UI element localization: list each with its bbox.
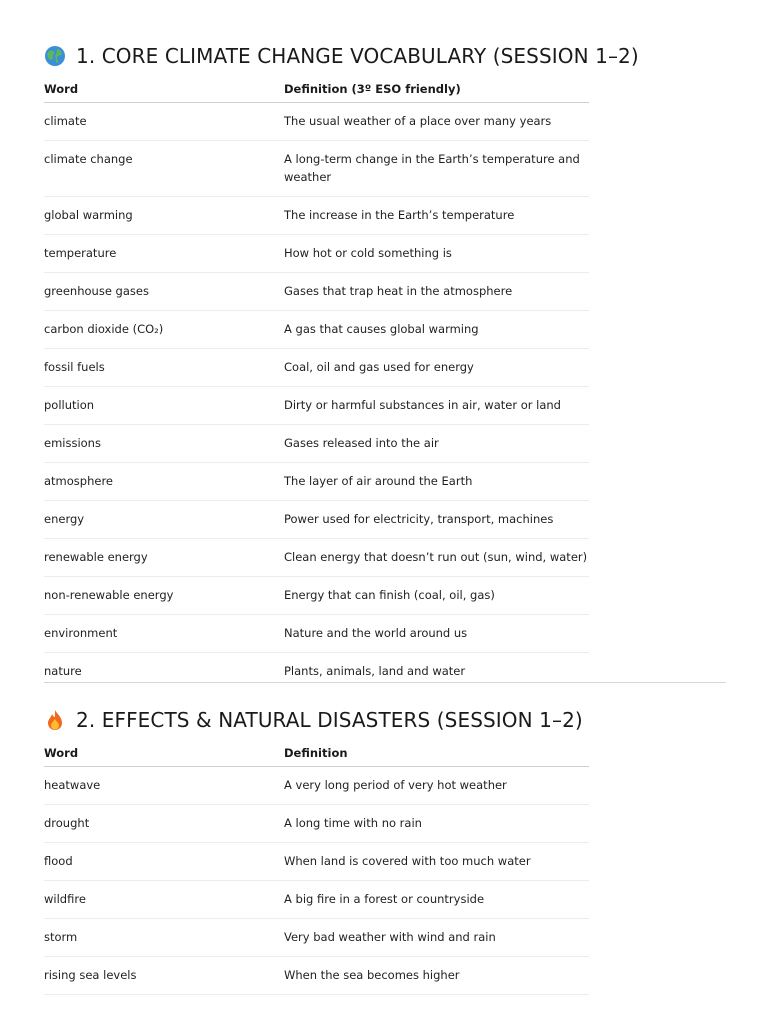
table-row [44,843,589,881]
table-row [44,577,589,615]
word-cell: climate [44,103,284,141]
column-header-definition: Definition (3º ESO friendly) [284,75,589,103]
vocabulary-table [44,75,589,690]
definition-cell: Dirty or harmful substances in air, water or land [284,387,589,425]
table-row [44,103,589,141]
word-cell: carbon dioxide (CO₂) [44,311,284,349]
word-cell: storm [44,919,284,957]
definition-cell: Nature and the world around us [284,615,589,653]
word-cell: renewable energy [44,539,284,577]
definition-cell: The increase in the Earth’s temperature [284,197,589,235]
column-header-definition: Definition [284,739,589,767]
definition-cell: When land is covered with too much water [284,843,589,881]
table-row [44,501,589,539]
definition-cell: Power used for electricity, transport, machines [284,501,589,539]
section-heading [44,702,589,738]
definition-cell: Gases released into the air [284,425,589,463]
word-cell: wildfire [44,881,284,919]
table-row [44,957,589,995]
word-cell: rising sea levels [44,957,284,995]
definition-cell: The layer of air around the Earth [284,463,589,501]
table-row [44,919,589,957]
definition-cell: A very long period of very hot weather [284,767,589,805]
table-row [44,197,589,235]
word-cell: greenhouse gases [44,273,284,311]
section-core-vocabulary [44,38,639,690]
word-cell: global warming [44,197,284,235]
table-row [44,387,589,425]
column-header-word: Word [44,75,284,103]
definition-cell: Energy that can finish (coal, oil, gas) [284,577,589,615]
table-row [44,349,589,387]
definition-cell: A big fire in a forest or countryside [284,881,589,919]
definition-cell: Coal, oil and gas used for energy [284,349,589,387]
word-cell: emissions [44,425,284,463]
globe-icon [44,45,66,67]
word-cell: energy [44,501,284,539]
vocabulary-table [44,739,589,995]
word-cell: fossil fuels [44,349,284,387]
table-header-row [44,75,589,103]
word-cell: atmosphere [44,463,284,501]
section-title: 1. CORE CLIMATE CHANGE VOCABULARY (SESSION 1–2) [76,44,639,68]
word-cell: nature [44,664,82,678]
definition-cell: When the sea becomes higher [284,957,589,995]
table-row [44,805,589,843]
section-divider [44,682,726,683]
table-row [44,615,589,653]
column-header-word: Word [44,739,284,767]
section-heading [44,38,639,74]
table-row [44,881,589,919]
definition-cell: A long time with no rain [284,805,589,843]
definition-cell: Plants, animals, land and water [284,664,466,678]
section-title: 2. EFFECTS & NATURAL DISASTERS (SESSION 1–2) [76,708,583,732]
table-row [44,767,589,805]
definition-cell: A long-term change in the Earth’s temperature and weather [284,141,589,197]
table-row [44,425,589,463]
word-cell: environment [44,615,284,653]
word-cell: pollution [44,387,284,425]
word-cell: non-renewable energy [44,577,284,615]
word-cell: climate change [44,141,284,197]
definition-cell: The usual weather of a place over many years [284,103,589,141]
table-row [44,141,589,197]
table-row [44,273,589,311]
definition-cell: Very bad weather with wind and rain [284,919,589,957]
table-row [44,311,589,349]
table-row [44,235,589,273]
definition-cell: How hot or cold something is [284,235,589,273]
fire-icon [44,709,66,731]
word-cell: drought [44,805,284,843]
table-row [44,463,589,501]
word-cell: temperature [44,235,284,273]
definition-cell: Clean energy that doesn’t run out (sun, wind, water) [284,539,589,577]
table-row [44,539,589,577]
word-cell: heatwave [44,767,284,805]
word-cell: flood [44,843,284,881]
table-row [44,653,589,691]
definition-cell: A gas that causes global warming [284,311,589,349]
definition-cell: Gases that trap heat in the atmosphere [284,273,589,311]
section-effects-disasters [44,702,589,995]
table-header-row [44,739,589,767]
